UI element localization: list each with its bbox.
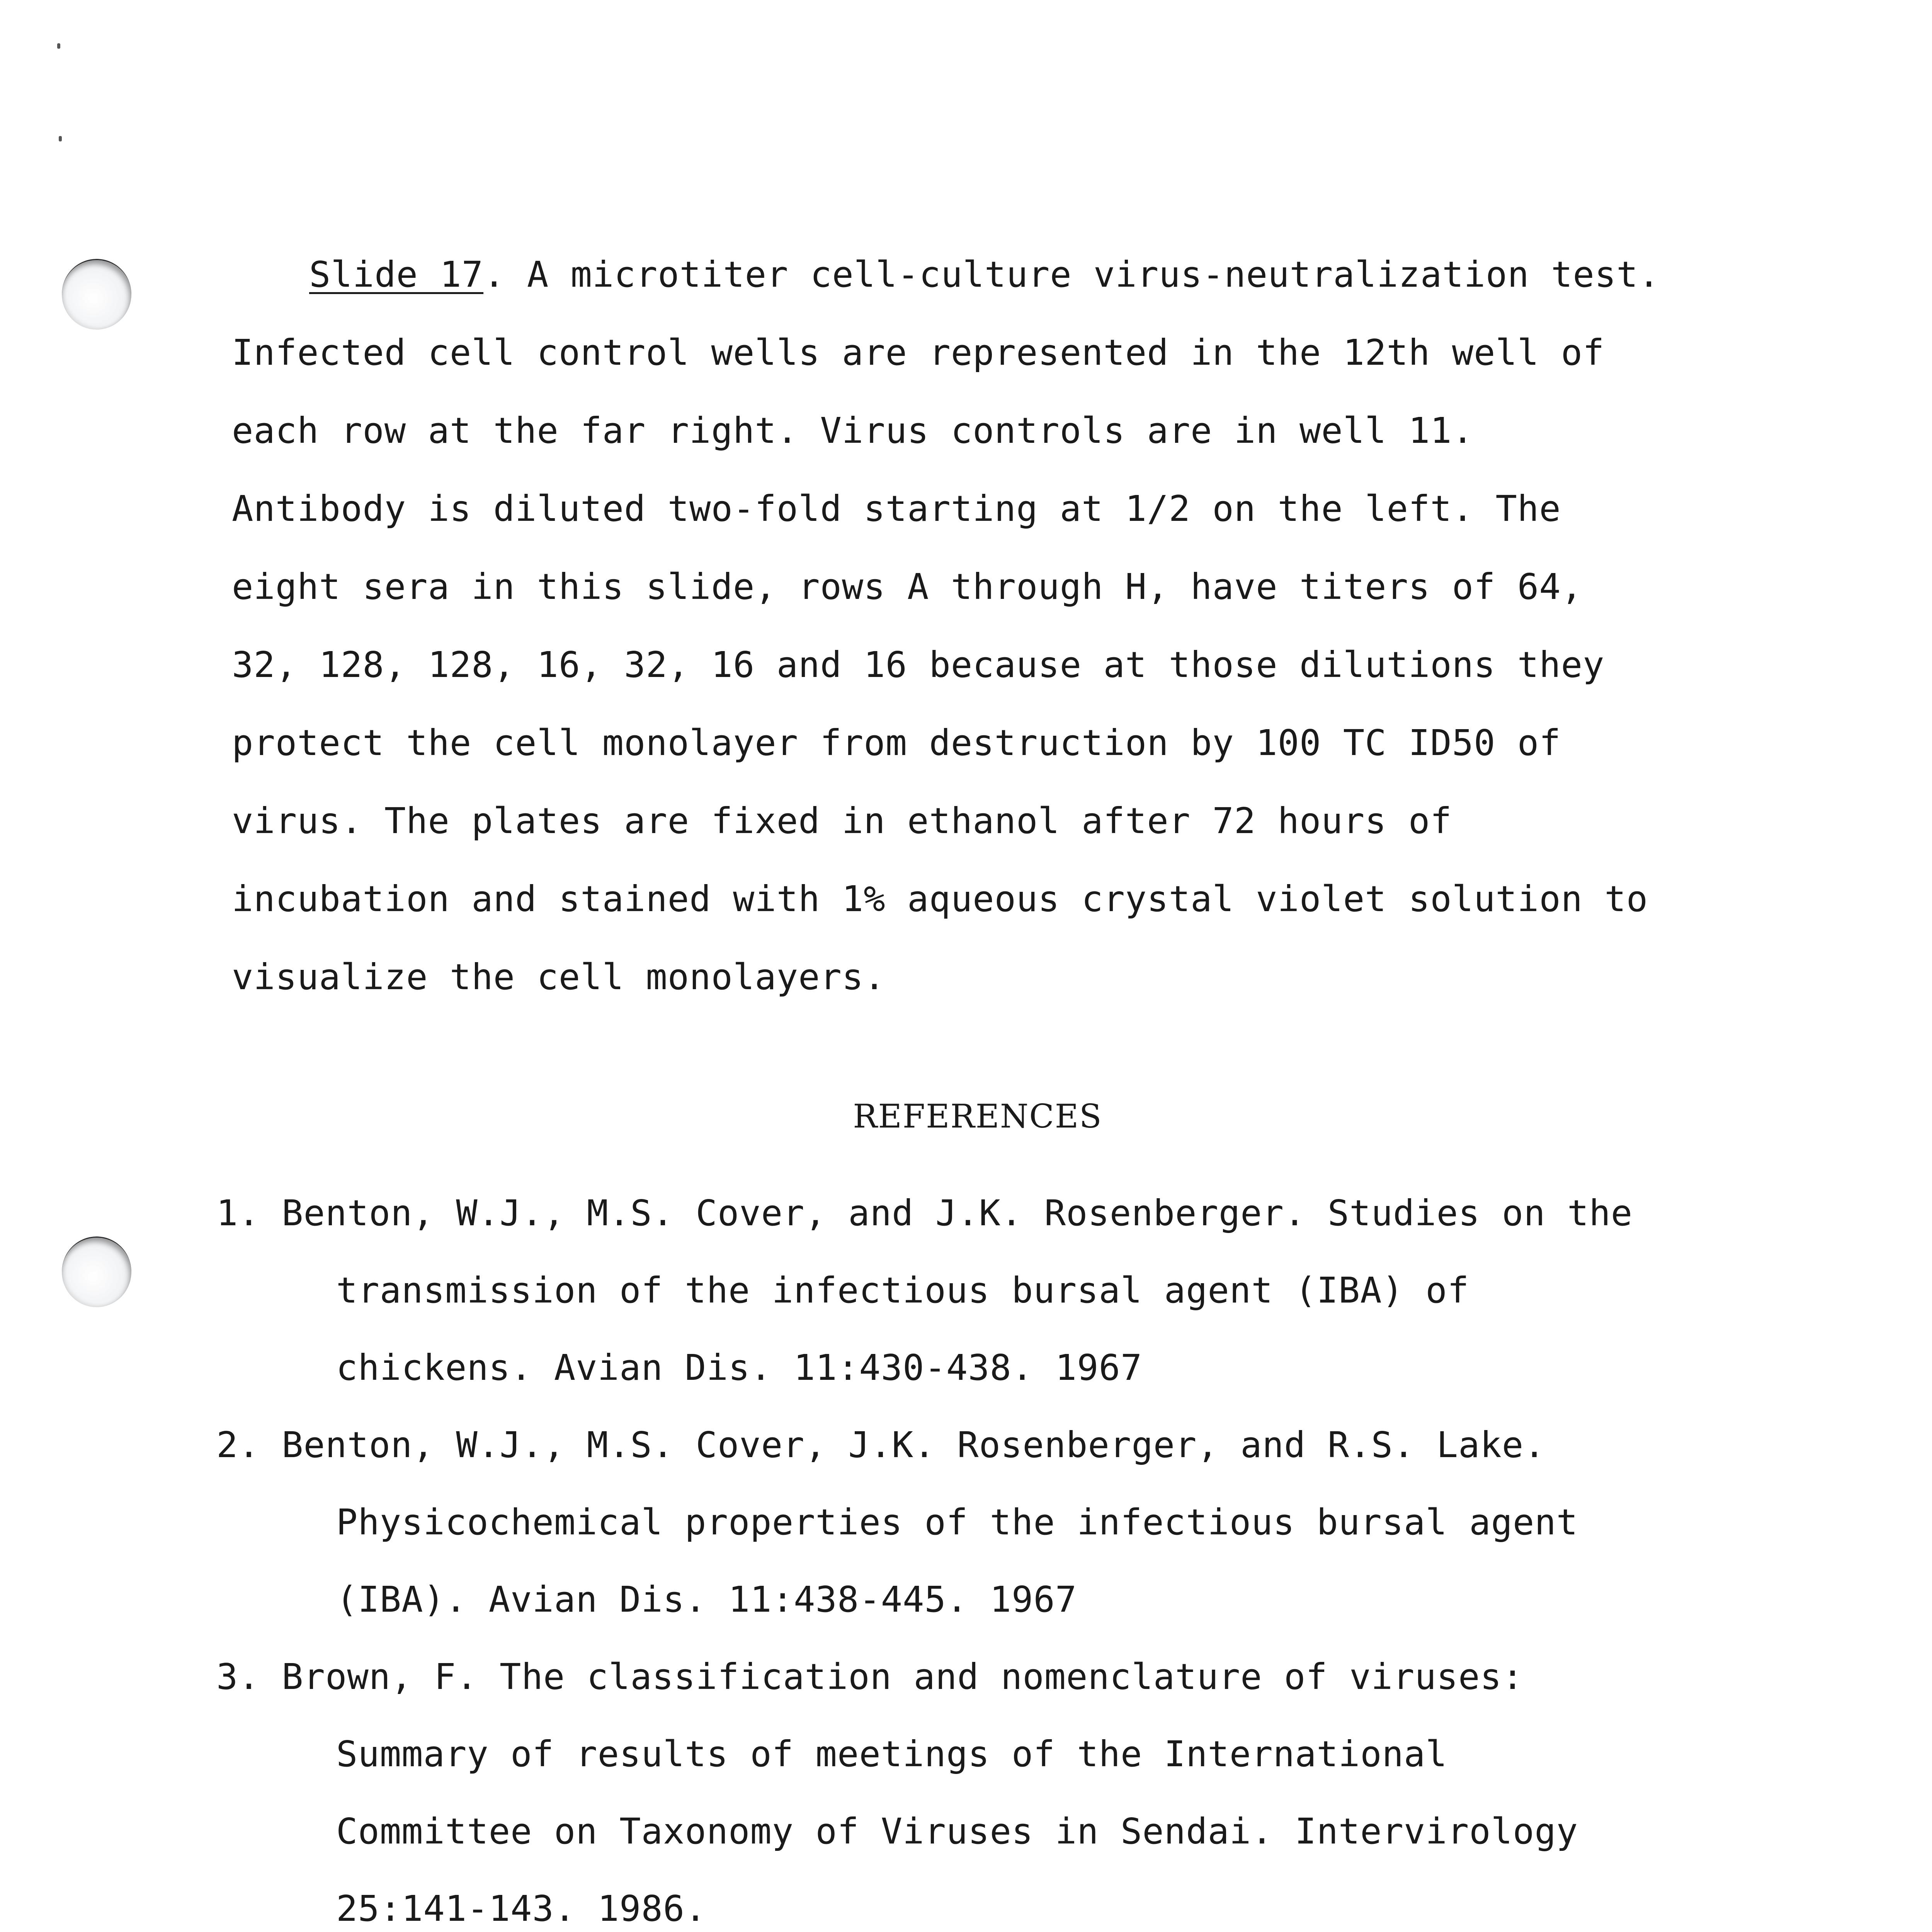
reference-line: 3. Brown, F. The classification and nomenclature of viruses: — [216, 1656, 1524, 1697]
reference-line: Physicochemical properties of the infectious bursal agent — [336, 1502, 1578, 1543]
caption-line: Antibody is diluted two-fold starting at 1/2 on the left. The — [232, 488, 1561, 529]
binder-hole-middle — [62, 1236, 131, 1307]
reference-item — [216, 1406, 1793, 1638]
caption-line: Infected cell control wells are represented in the 12th well of — [232, 332, 1605, 373]
paper-speck — [57, 43, 60, 49]
reference-line: Committee on Taxonomy of Viruses in Sendai. Intervirology — [336, 1811, 1578, 1852]
caption-line: visualize the cell monolayers. — [232, 956, 886, 998]
caption-line: incubation and stained with 1% aqueous crystal violet solution to — [232, 878, 1648, 920]
caption-line: 32, 128, 128, 16, 32, 16 and 16 because at those dilutions they — [232, 644, 1605, 685]
reference-line: transmission of the infectious bursal agent (IBA) of — [336, 1270, 1469, 1311]
slide-label: Slide 17 — [309, 254, 484, 295]
caption-first-line-text: . A microtiter cell-culture virus-neutralization test. — [483, 254, 1660, 295]
reference-item — [216, 1175, 1793, 1406]
reference-line: 25:141-143. 1986. — [336, 1888, 707, 1929]
references-list — [216, 1175, 1793, 1932]
caption-line: each row at the far right. Virus controls are in well 11. — [232, 410, 1474, 451]
caption-line: eight sera in this slide, rows A through H, have titers of 64, — [232, 566, 1583, 607]
caption-line: virus. The plates are fixed in ethanol after 72 hours of — [232, 800, 1452, 842]
reference-item — [216, 1638, 1793, 1932]
binder-hole-top — [62, 259, 131, 330]
reference-line: chickens. Avian Dis. 11:430-438. 1967 — [336, 1347, 1143, 1388]
reference-line: Summary of results of meetings of the International — [336, 1733, 1447, 1775]
paper-speck — [59, 136, 62, 141]
references-heading: REFERENCES — [853, 1097, 1102, 1135]
caption-first-line — [232, 236, 1777, 314]
reference-line: (IBA). Avian Dis. 11:438-445. 1967 — [336, 1579, 1077, 1620]
reference-line: 1. Benton, W.J., M.S. Cover, and J.K. Rosenberger. Studies on the — [216, 1192, 1633, 1234]
slide-caption — [232, 236, 1777, 1016]
reference-line: 2. Benton, W.J., M.S. Cover, J.K. Rosenberger, and R.S. Lake. — [216, 1424, 1546, 1466]
caption-line: protect the cell monolayer from destruction by 100 TC ID50 of — [232, 722, 1561, 764]
